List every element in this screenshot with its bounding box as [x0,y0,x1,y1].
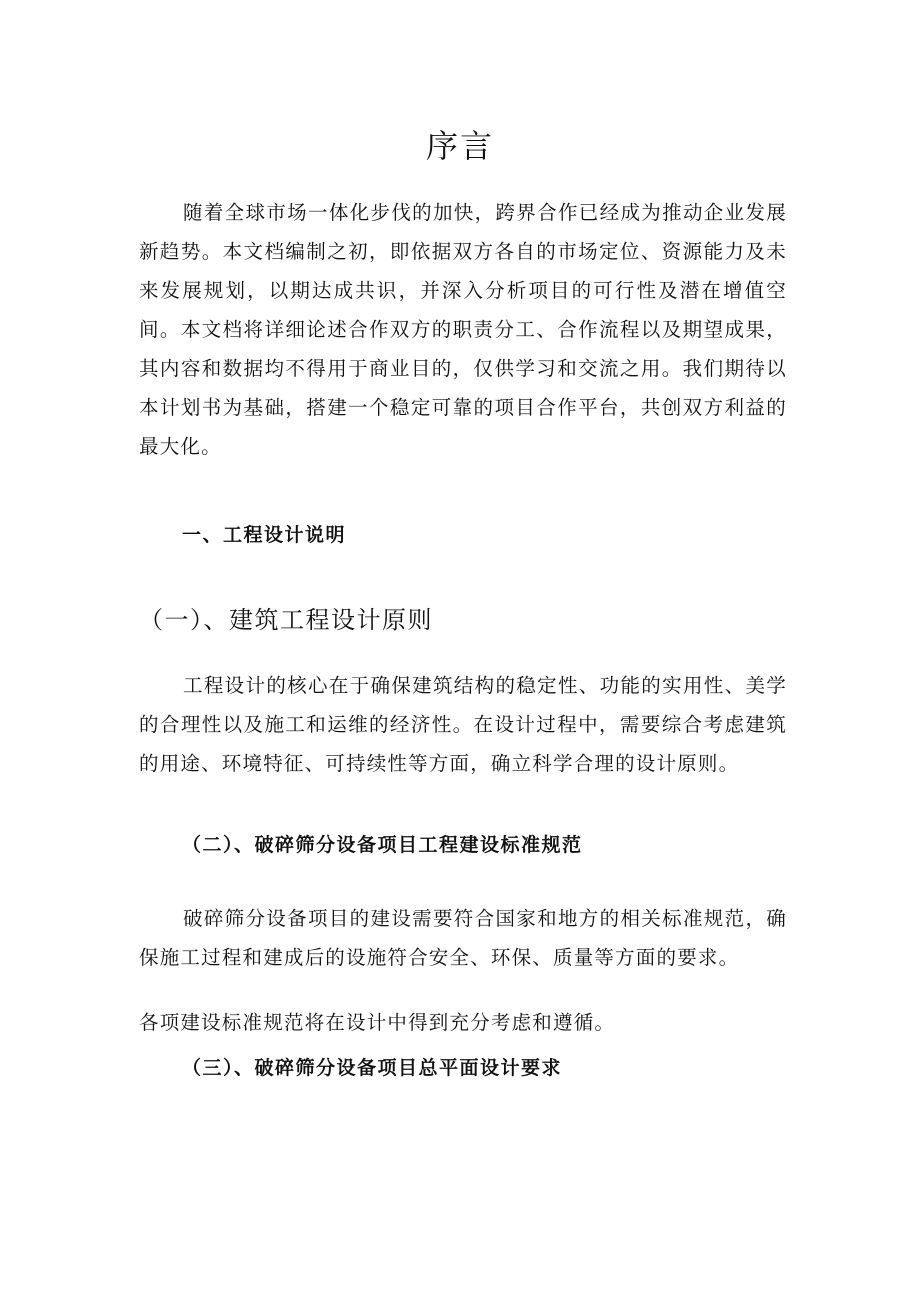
standards-paragraph: 破碎筛分设备项目的建设需要符合国家和地方的相关标准规范，确保施工过程和建成后的设施符合安全、环保、质量等方面的要求。 [139,907,787,969]
subsection-heading-standards: （二）、破碎筛分设备项目工程建设标准规范 [182,834,583,856]
design-principles-paragraph: 工程设计的核心在于确保建筑结构的稳定性、功能的实用性、美学的合理性以及施工和运维的经济性。在设计过程中，需要综合考虑建筑的用途、环境特征、可持续性等方面，确立科学合理的设计原则。 [139,674,787,775]
page-title: 序言 [425,127,494,165]
standards-followup-paragraph: 各项建设标准规范将在设计中得到充分考虑和遵循。 [139,1011,616,1034]
subsection-heading-site-plan: （三）、破碎筛分设备项目总平面设计要求 [182,1057,563,1079]
subsection-heading-design-principles: （一）、建筑工程设计原则 [139,606,433,634]
section-heading-engineering-design: 一、工程设计说明 [182,524,347,546]
preface-paragraph: 随着全球市场一体化步伐的加快，跨界合作已经成为推动企业发展新趋势。本文档编制之初，即依据双方各自的市场定位、资源能力及未来发展规划，以期达成共识，并深入分析项目的可行性及潜在增值空间。本文档将详细论述合作双方的职责分工、合作流程以及期望成果，其内容和数据均不得用于商业目的，仅供学习和交流之用。我们期待以本计划书为基础，搭建一个稳定可靠的项目合作平台，共创双方利益的最大化。 [139,201,787,458]
